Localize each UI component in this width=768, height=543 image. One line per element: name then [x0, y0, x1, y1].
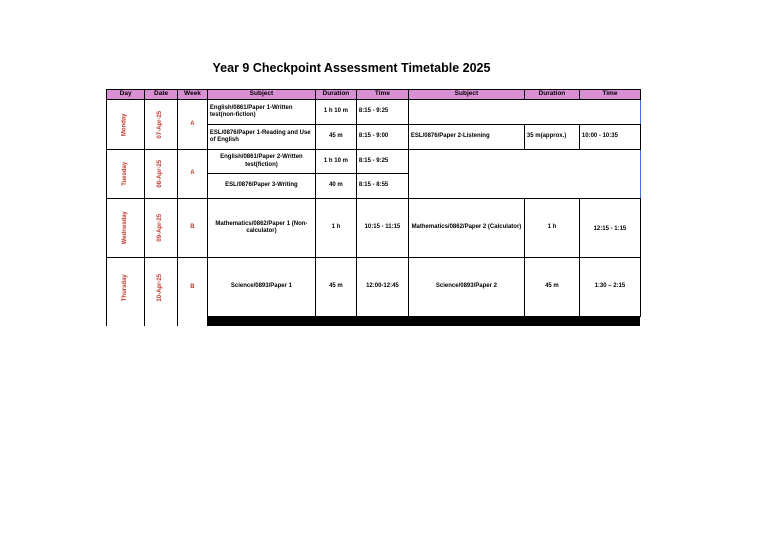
day-cell: Wednesday: [107, 199, 145, 258]
table-row: [107, 100, 641, 125]
footer-cell: [177, 317, 207, 326]
table-row: [107, 199, 641, 258]
date-cell: 09-Apr-25: [145, 199, 178, 258]
time-cell: 12:00-12:45: [356, 258, 408, 317]
week-cell: A: [177, 100, 207, 150]
timetable: [106, 89, 641, 326]
duration-cell: 1 h: [524, 199, 579, 258]
duration-cell: 45 m: [524, 258, 579, 317]
header-date: Date: [145, 90, 178, 100]
subject-cell: ESL/0876/Paper 1-Reading and Use of English: [207, 125, 315, 150]
header-time: Time: [356, 90, 408, 100]
time-cell: 10:00 - 10:35: [579, 125, 640, 150]
footer-cell: [145, 317, 178, 326]
footer-bar: [207, 317, 640, 326]
header-subject: Subject: [207, 90, 315, 100]
subject-cell: ESL/0876/Paper 2-Listening: [408, 125, 524, 150]
time-cell: 8:15 - 9:25: [356, 150, 408, 174]
date-cell: 10-Apr-25: [145, 258, 178, 317]
table-row: [107, 150, 641, 174]
empty-cell: [408, 150, 640, 199]
week-cell: B: [177, 199, 207, 258]
subject-cell: English/0861/Paper 1-Written test(non-fiction): [207, 100, 315, 125]
subject-cell: ESL/0876/Paper 3-Writing: [207, 174, 315, 199]
duration-cell: 1 h: [315, 199, 356, 258]
footer-cell: [107, 317, 145, 326]
time-cell: 12:15 - 1:15: [579, 199, 640, 258]
day-cell: Monday: [107, 100, 145, 150]
duration-cell: 1 h 10 m: [315, 100, 356, 125]
week-cell: B: [177, 258, 207, 317]
header-row: [107, 90, 641, 100]
header-subject-2: Subject: [408, 90, 524, 100]
header-duration: Duration: [315, 90, 356, 100]
duration-cell: 40 m: [315, 174, 356, 199]
subject-cell: Science/0893/Paper 2: [408, 258, 524, 317]
week-cell: A: [177, 150, 207, 199]
time-cell: 8:15 - 9:00: [356, 125, 408, 150]
header-duration-2: Duration: [524, 90, 579, 100]
table-row-footer: [107, 317, 641, 326]
header-time-2: Time: [579, 90, 640, 100]
subject-cell: Mathematics/0862/Paper 2 (Calculator): [408, 199, 524, 258]
subject-cell: Mathematics/0862/Paper 1 (Non-calculator): [207, 199, 315, 258]
date-cell: 07-Apr-25: [145, 100, 178, 150]
duration-cell: 45 m: [315, 258, 356, 317]
day-cell: Thursday: [107, 258, 145, 317]
empty-cell: [408, 100, 640, 125]
time-cell: 8:15 - 8:55: [356, 174, 408, 199]
time-cell: 1:30 – 2:15: [579, 258, 640, 317]
subject-cell: Science/0893/Paper 1: [207, 258, 315, 317]
duration-cell: 1 h 10 m: [315, 150, 356, 174]
duration-cell: 45 m: [315, 125, 356, 150]
table-row: [107, 258, 641, 317]
day-cell: Tuesday: [107, 150, 145, 199]
time-cell: 10:15 - 11:15: [356, 199, 408, 258]
page-title: Year 9 Checkpoint Assessment Timetable 2025: [212, 61, 491, 75]
date-cell: 08-Apr-25: [145, 150, 178, 199]
duration-cell: 35 m(approx.): [524, 125, 579, 150]
header-week: Week: [177, 90, 207, 100]
subject-cell: English/0861/Paper 2-Written test(fiction): [207, 150, 315, 174]
time-cell: 8:15 - 9:25: [356, 100, 408, 125]
header-day: Day: [107, 90, 145, 100]
